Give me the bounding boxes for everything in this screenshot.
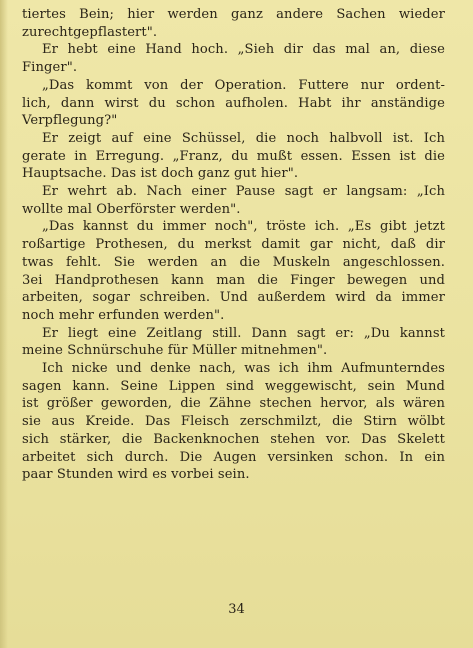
text-line: arbeitet sich durch. Die Augen versinken schon. In ein	[22, 449, 445, 465]
text-line: roßartige Prothesen, du merkst damit gar nicht, daß dir	[22, 237, 445, 253]
text-line: „Das kommt von der Operation. Futtere nur ordent-	[42, 77, 445, 93]
text-line: sie aus Kreide. Das Fleisch zerschmilzt, die Stirn wölbt	[22, 414, 445, 430]
text-line: lich, dann wirst du schon aufholen. Habt ihr anständige	[22, 95, 445, 111]
text-line: gerate in Erregung. „Franz, du mußt essen. Essen ist die	[22, 148, 445, 164]
text-line: Er liegt eine Zeitlang still. Dann sagt er: „Du kannst	[42, 325, 445, 341]
text-line: tiertes Bein; hier werden ganz andere Sachen wieder	[22, 7, 445, 22]
text-line: Hauptsache. Das ist doch ganz gut hier".	[22, 166, 299, 182]
page-number: 34	[228, 602, 245, 617]
text-line: 3ei Handprothesen kann man die Finger bewegen und	[22, 272, 445, 288]
text-line: arbeiten, sogar schreiben. Und außerdem wird da immer	[22, 290, 445, 306]
text-line: Er hebt eine Hand hoch. „Sieh dir das mal an, diese	[42, 42, 445, 58]
text-line: ist größer geworden, die Zähne stechen hervor, als wären	[22, 396, 445, 412]
text-line: Er zeigt auf eine Schüssel, die noch halbvoll ist. Ich	[42, 130, 445, 146]
text-line: paar Stunden wird es vorbei sein.	[22, 467, 250, 483]
text-line: sich stärker, die Backenknochen stehen vor. Das Skelett	[22, 431, 445, 447]
text-line: noch mehr erfunden werden".	[22, 307, 225, 323]
text-line: Finger".	[22, 60, 78, 76]
text-line: „Das kannst du immer noch", tröste ich. „Es gibt jetzt	[42, 219, 445, 235]
body-text	[22, 6, 445, 484]
text-line: twas fehlt. Sie werden an die Muskeln angeschlossen.	[22, 254, 445, 270]
text-line: Er wehrt ab. Nach einer Pause sagt er langsam: „Ich	[42, 184, 445, 200]
text-line: sagen kann. Seine Lippen sind weggewischt, sein Mund	[22, 378, 445, 394]
text-line: zurechtgepflastert".	[22, 24, 158, 40]
text-line: wollte mal Oberförster werden".	[22, 201, 241, 217]
text-line: Verpflegung?"	[22, 113, 118, 129]
text-line: meine Schnürschuhe für Müller mitnehmen".	[22, 343, 328, 359]
text-line: Ich nicke und denke nach, was ich ihm Aufmunterndes	[42, 361, 445, 377]
